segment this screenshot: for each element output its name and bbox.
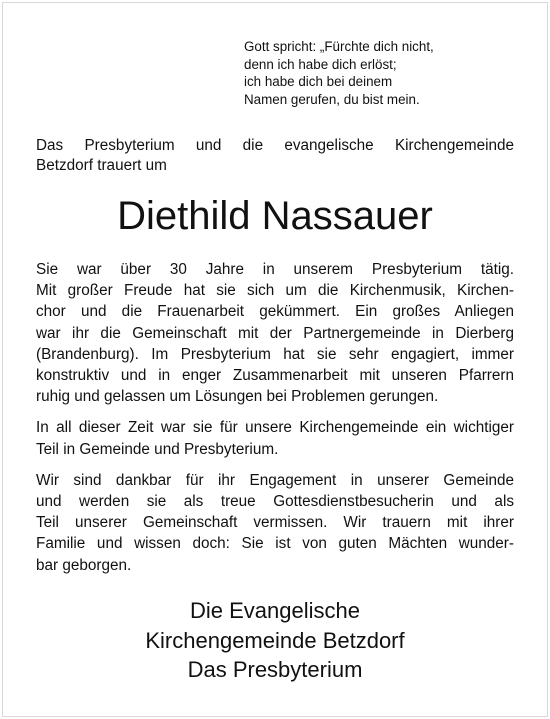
- signature-line: Kirchengemeinde Betzdorf: [145, 627, 405, 653]
- body-paragraph: [36, 417, 514, 459]
- verse-line: Namen gerufen, du bist mein.: [244, 91, 420, 107]
- body-line: In all dieser Zeit war sie für unsere Kirchengemeinde ein wichtiger: [36, 419, 514, 437]
- body-line: ruhig und gelassen um Lösungen bei Problemen gerungen.: [36, 388, 439, 406]
- signature-line: Die Evangelische: [190, 598, 360, 623]
- body-line: (Brandenburg). Im Presbyterium hat sie sehr engagiert, immer: [36, 345, 514, 363]
- body-line: Mit großer Freude hat sie sich um die Kirchenmusik, Kirchen-: [36, 282, 514, 300]
- body-line: und werden sie als treue Gottesdienstbesucherin und als: [36, 493, 514, 511]
- deceased-name: Diethild Nassauer: [117, 194, 433, 238]
- intro-text: [36, 136, 514, 175]
- intro-line: Das Presbyterium und die evangelische Kirchengemeinde: [36, 137, 514, 154]
- body-paragraph: [36, 259, 514, 407]
- body-line: bar geborgen.: [36, 556, 132, 574]
- signature-line: Das Presbyterium: [187, 657, 363, 682]
- body-line: Teil unserer Gemeinschaft vermissen. Wir trauern mit ihrer: [36, 514, 514, 532]
- verse-line: ich habe dich bei deinem: [244, 74, 393, 89]
- intro-line: Betzdorf trauert um: [36, 156, 167, 174]
- body-line: Sie war über 30 Jahre in unserem Presbyterium tätig.: [36, 261, 514, 278]
- body-line: chor und die Frauenarbeit gekümmert. Ein großes Anliegen: [36, 303, 514, 321]
- body-paragraph: [36, 470, 514, 576]
- body-line: war ihr die Gemeinschaft mit der Partnergemeinde in Dierberg: [36, 324, 514, 342]
- body-line: konstruktiv und in enger Zusammenarbeit mit unseren Pfarrern: [36, 367, 514, 385]
- signature-block: [0, 596, 550, 685]
- body-line: Teil in Gemeinde und Presbyterium.: [36, 440, 279, 458]
- obituary-body: [36, 259, 514, 586]
- body-line: Wir sind dankbar für ihr Engagement in unserer Gemeinde: [36, 471, 514, 489]
- bible-verse: [244, 38, 504, 108]
- verse-line: denn ich habe dich erlöst;: [244, 56, 397, 72]
- verse-line: Gott spricht: „Fürchte dich nicht,: [244, 39, 434, 54]
- body-line: Familie und wissen doch: Sie ist von guten Mächten wunder-: [36, 535, 514, 553]
